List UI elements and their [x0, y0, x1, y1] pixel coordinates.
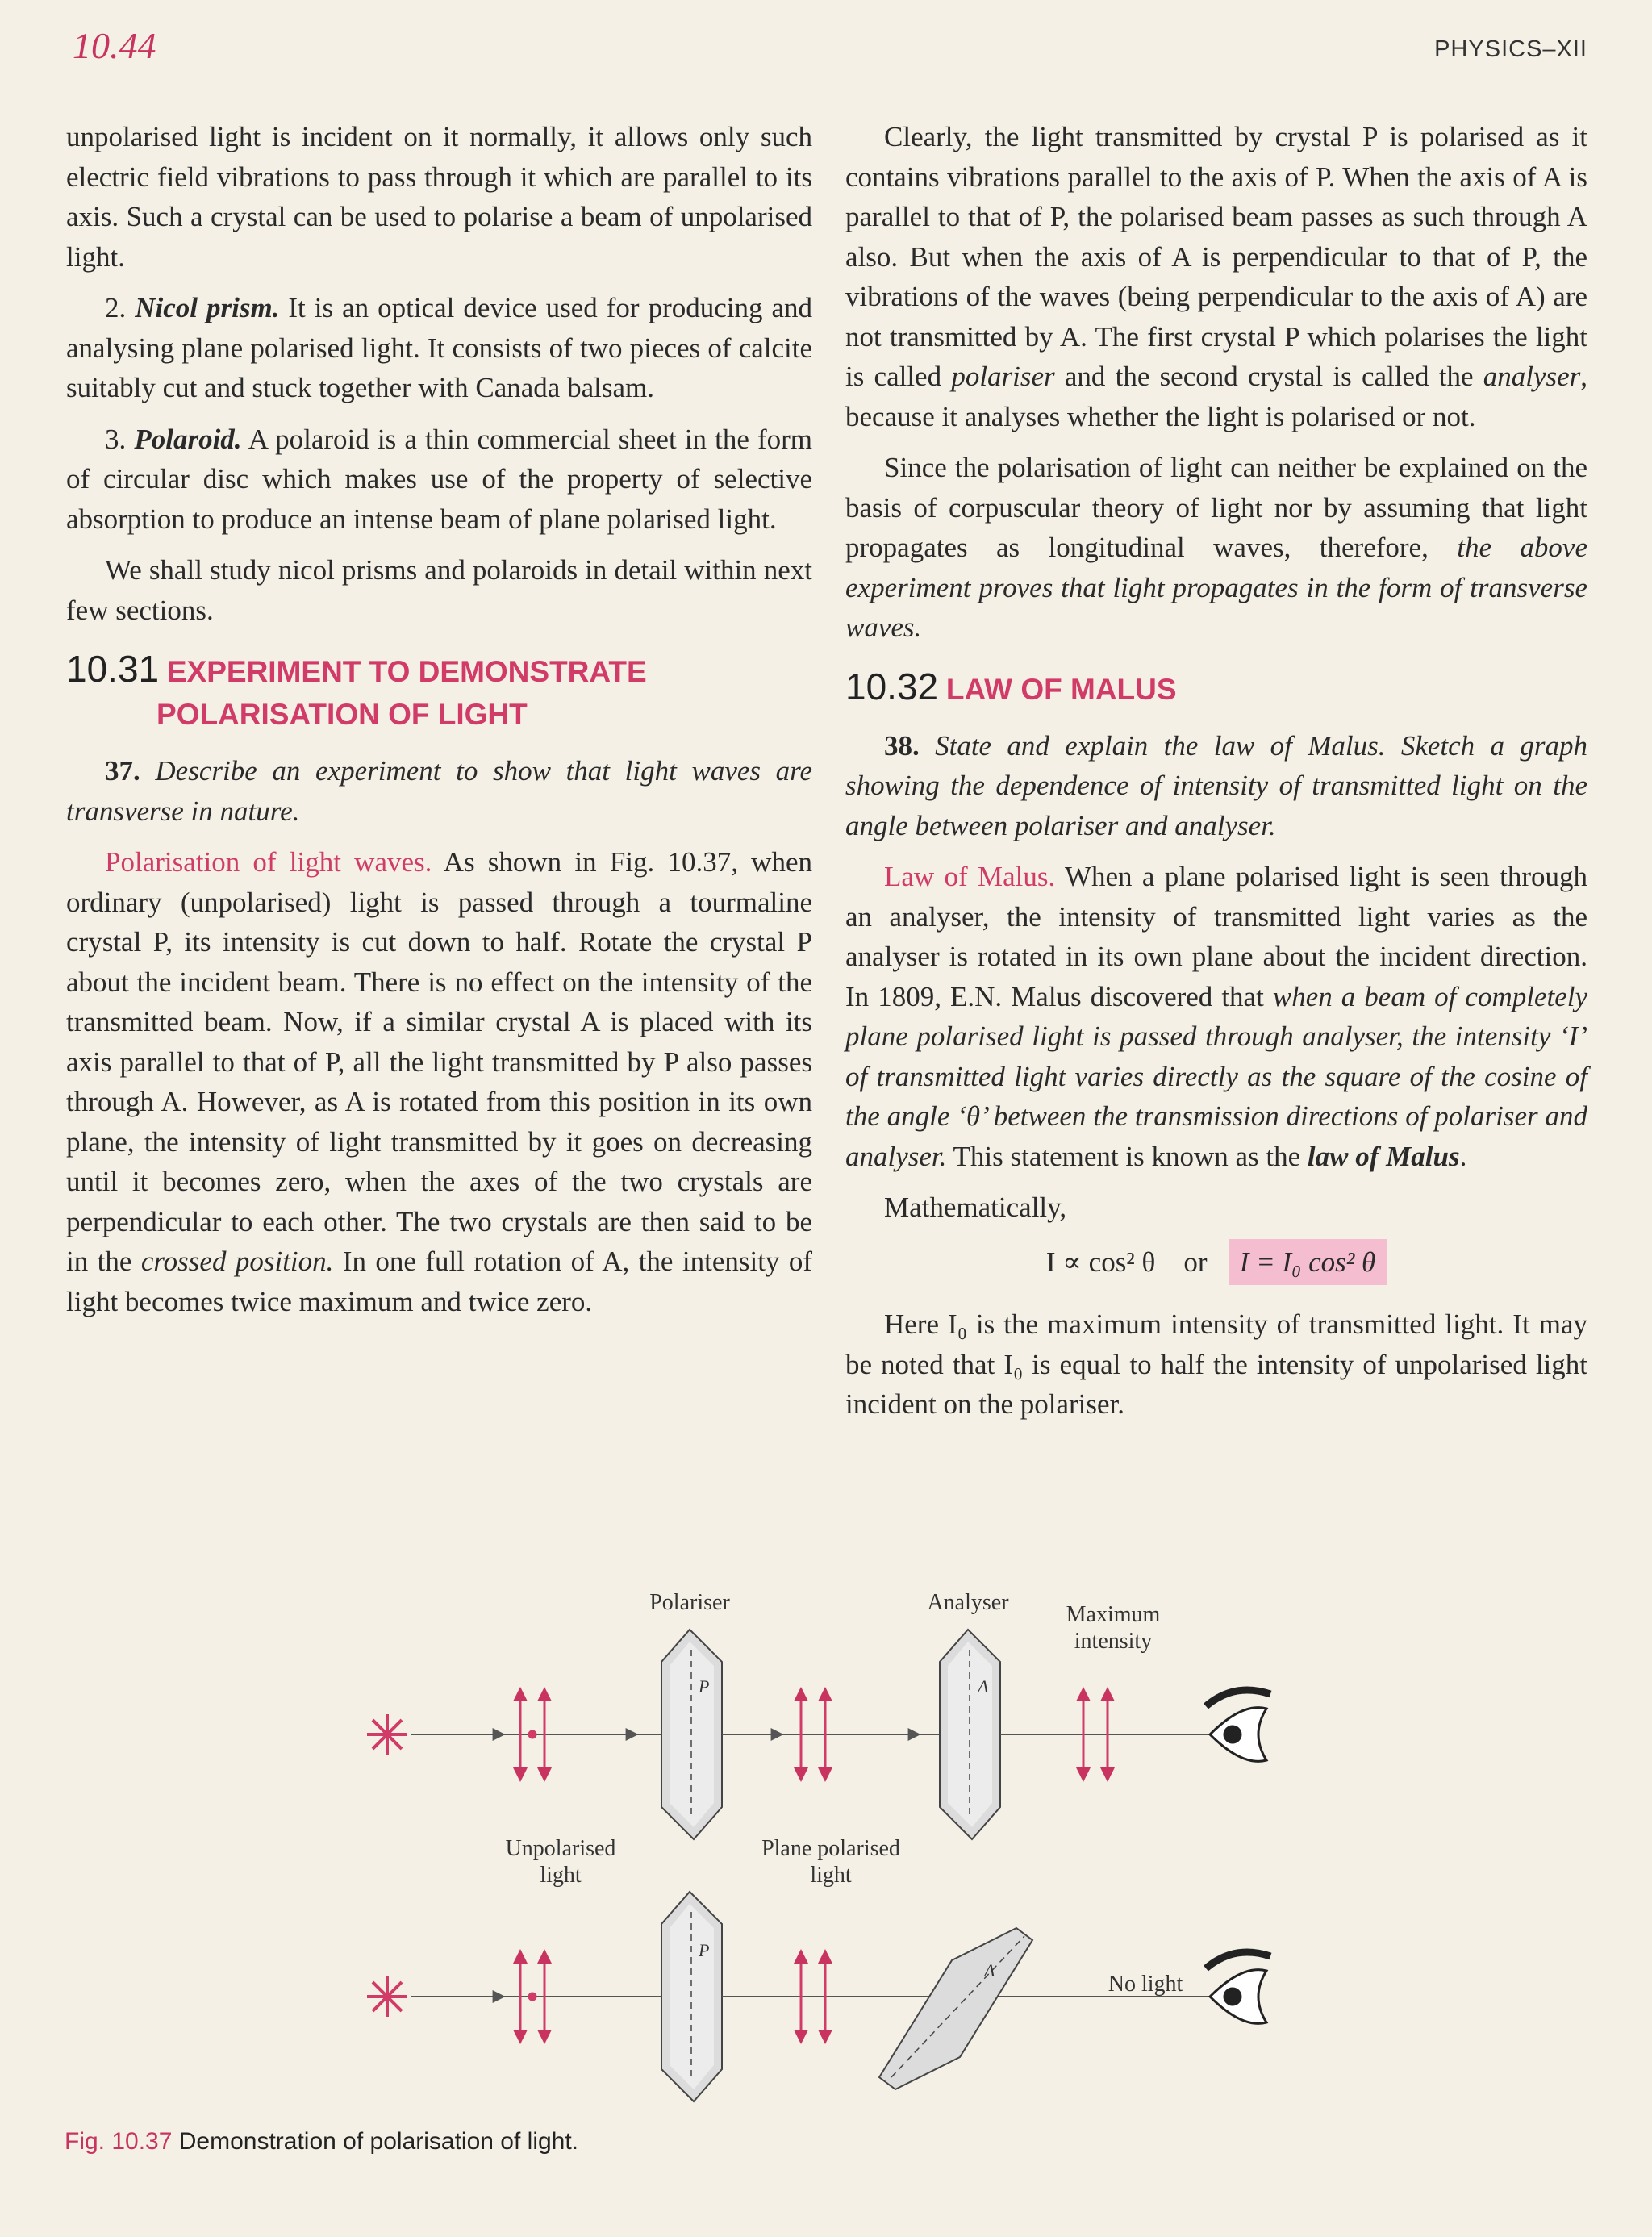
body-text: As shown in Fig. 10.37, when ordinary (unpolarised) light is passed through a tourmaline crystal P, its intensity is cut down to half. Rotate the crystal P about the incident beam. There is no effect on the intensity of the transmitted beam. Now, if a similar crystal A is placed with its axis parallel to that of P, all the light transmitted by P also passes through A. However, as A is rotated from this position in its own plane, the intensity of light transmitted by it goes on decreasing until it becomes zero, when the axes of the two crystals are perpendicular to each other. The two crystals are then said to be in the	[66, 846, 812, 1277]
label-maximum: Maximum	[1066, 1602, 1161, 1627]
emphasis: the above experiment proves that light propagates in the form of transverse waves.	[845, 532, 1587, 643]
question-text: State and explain the law of Malus. Sketch a graph showing the dependence of intensity of transmitted light on the angle between polariser and analyser.	[845, 729, 1587, 841]
term-definition: A polaroid is a thin commercial sheet in the form of circular disc which makes use of the property of selective absorption to produce an intense beam of plane polarised light.	[66, 423, 812, 535]
label-plane-polarised-light: light	[810, 1863, 852, 1888]
paragraph-polarisation	[66, 842, 812, 1321]
paragraph: We shall study nicol prisms and polaroids in detail within next few sections.	[66, 554, 812, 626]
formula-equation: I = I₀ cos² θ	[1239, 1246, 1376, 1278]
light-source-star	[367, 1976, 407, 2017]
polariser-crystal	[661, 1892, 722, 2101]
paragraph	[845, 448, 1587, 648]
light-source-star	[367, 1714, 407, 1755]
body-text: In one full rotation of A, the intensity of light becomes twice maximum and twice zero.	[66, 1246, 812, 1317]
label-plane-polarised: Plane polarised	[761, 1836, 900, 1861]
analyser-axis-label: A	[978, 1676, 989, 1697]
paragraph: Mathematically,	[884, 1192, 1067, 1223]
emphasis: crossed position.	[140, 1246, 334, 1277]
section-title: LAW OF MALUS	[945, 672, 1177, 706]
formula-highlight	[1229, 1239, 1387, 1286]
caption-text: Demonstration of polarisation of light.	[172, 2128, 579, 2155]
running-head: PHYSICS–XII	[1434, 36, 1587, 62]
label-analyser: Analyser	[927, 1590, 1009, 1615]
body-text: and the second crystal is called the	[1054, 361, 1483, 392]
body-text: Clearly, the light transmitted by crystal P is polarised as it contains vibrations parallel to the axis of P. When the axis of A is parallel to that of P, the polarised beam passes as such through A also. But when the axis of A is perpendicular to that of P, the vibrations of the waves (being perpendicular to the axis of A) are not transmitted by A. The first crystal P which polarises the light is called	[845, 121, 1587, 392]
body-text: , because it analyses whether the light is polarised or not.	[845, 361, 1588, 432]
figure-caption	[65, 2128, 578, 2156]
run-in-heading: Law of Malus.	[884, 861, 1056, 892]
body-text: Since the polarisation of light can neither be explained on the basis of corpuscular theory of light nor by assuming that light propagates as longitudinal waves, therefore,	[845, 452, 1587, 563]
body-text: .	[1459, 1140, 1467, 1172]
page-number: 10.44	[73, 25, 156, 66]
crossed-analyser-crystal	[879, 1928, 1032, 2089]
question-number: 38.	[884, 729, 920, 762]
eye-icon	[1206, 1690, 1270, 1761]
emphasis: when a beam of completely plane polarised light is passed through analyser, the intensity ‘I’ of transmitted light varies directly as the square of the cosine of the angle ‘θ’ between the transmission directions of polariser and analyser.	[845, 980, 1587, 1172]
analyser-axis-label: A	[984, 1960, 995, 1980]
section-number: 10.32	[845, 665, 939, 707]
paragraph: Here I₀ is the maximum intensity of transmitted light. It may be noted that I₀ is equal to half the intensity of unpolarised light incident on the polariser.	[845, 1308, 1587, 1420]
section-number: 10.31	[66, 648, 160, 690]
item-number: 2.	[105, 292, 136, 323]
formula-or: or	[1183, 1246, 1208, 1278]
question-number: 37.	[105, 755, 140, 787]
section-title-line-2: POLARISATION OF LIGHT	[156, 698, 528, 731]
term: Nicol prism.	[135, 292, 280, 323]
run-in-heading: Polarisation of light waves.	[105, 846, 432, 878]
section-title: EXPERIMENT TO DEMONSTRATE	[166, 655, 647, 688]
paragraph-law-of-malus	[845, 857, 1587, 1176]
right-column	[845, 117, 1587, 1436]
question-37	[66, 751, 812, 831]
paragraph: unpolarised light is incident on it normally, it allows only such electric field vibrations to pass through it which are parallel to its axis. Such a crystal can be used to polarise a beam of unpolarised light.	[66, 121, 812, 273]
body-text: This statement is known as the	[946, 1140, 1308, 1172]
figure-polarisation-diagram	[323, 1573, 1331, 2106]
label-intensity: intensity	[1074, 1629, 1153, 1654]
label-unpolarised: Unpolarised	[505, 1836, 616, 1861]
paragraph-nicol-prism	[66, 288, 812, 408]
question-text: Describe an experiment to show that light waves are transverse in nature.	[66, 755, 812, 827]
left-column	[66, 117, 812, 1333]
formula-proportional: I ∝ cos² θ	[1045, 1246, 1156, 1278]
polariser-axis-label: P	[699, 1940, 710, 1960]
malus-formula	[845, 1239, 1587, 1286]
question-38	[845, 726, 1587, 846]
polariser-crystal	[661, 1630, 722, 1839]
paragraph-polaroid	[66, 419, 812, 540]
label-unpolarised-light: light	[540, 1863, 582, 1888]
term-definition: It is an optical device used for producing and analysing plane polarised light. It consists of two pieces of calcite suitably cut and stuck together with Canada balsam.	[66, 292, 812, 403]
emphasis: polariser	[951, 361, 1055, 392]
section-heading-10-31	[66, 648, 812, 737]
label-no-light: No light	[1108, 1972, 1183, 1997]
eye-icon	[1206, 1952, 1270, 2023]
emphasis: analyser	[1483, 361, 1581, 392]
item-number: 3.	[105, 423, 135, 455]
section-heading-10-32	[845, 666, 1587, 712]
figure-label: Fig. 10.37	[65, 2128, 173, 2155]
strong-emphasis: law of Malus	[1307, 1140, 1460, 1172]
polariser-axis-label: P	[699, 1676, 710, 1697]
analyser-crystal	[940, 1630, 1000, 1839]
body-text: When a plane polarised light is seen through an analyser, the intensity of transmitted light varies as the analyser is rotated in its own plane about the incident direction. In 1809, E.N. Malus discovered that	[845, 861, 1587, 1012]
term: Polaroid.	[134, 423, 242, 455]
label-polariser: Polariser	[649, 1590, 730, 1615]
paragraph	[845, 117, 1587, 436]
